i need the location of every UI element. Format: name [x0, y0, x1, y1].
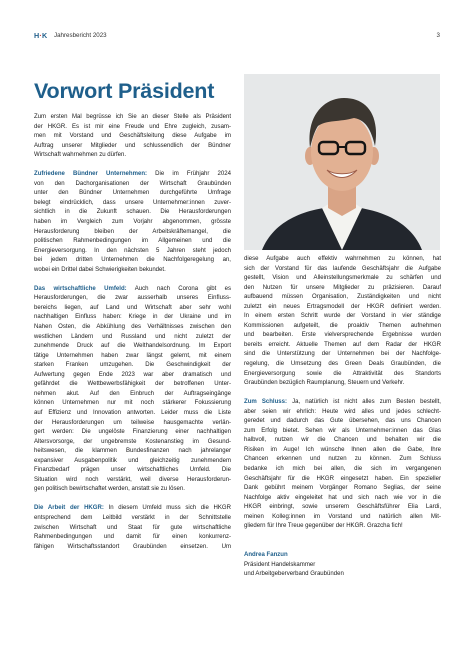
text-line	[244, 398, 441, 408]
text-line	[244, 331, 441, 341]
text-line	[244, 312, 441, 322]
text-line	[244, 274, 441, 284]
text-span: men mit Vorstand und Geschäftsleitung diese Aufgabe im	[34, 133, 231, 140]
text-line	[244, 561, 441, 571]
right-text-column	[244, 255, 441, 580]
text-line	[34, 333, 231, 343]
text-line	[244, 265, 441, 275]
text-span: Nachfolge aktiv eingeleitet hat und sich nach wie vor in die	[244, 494, 441, 501]
text-span: Auftrag unserer Mitglieder und schlussendlich der Bündner	[34, 142, 231, 149]
text-line	[34, 142, 231, 152]
text-span: In diesem Umfeld muss sich die HKGR	[103, 505, 231, 512]
text-line	[244, 341, 441, 351]
text-span: zum Erfolg bietet. Sehen wir als Unternehmer:innen das Glas	[244, 427, 441, 434]
text-span: HKGR einbringt, sowie unserem Geschäftsführer Elia Lardi,	[244, 504, 441, 511]
text-line	[34, 342, 231, 352]
text-line	[34, 285, 231, 295]
text-span: Graubünden bezüglich Raumplanung, Steuern und Verkehr.	[244, 380, 405, 387]
text-line	[244, 360, 441, 370]
paragraph-gap	[34, 275, 231, 285]
text-span: und bearbeiten. Erste vielversprechende Ergebnisse wurden	[244, 332, 441, 339]
text-line	[244, 293, 441, 303]
text-span: Andrea Fanzun	[244, 551, 288, 558]
text-line	[34, 132, 231, 142]
text-line	[244, 494, 441, 504]
text-span: bei jedem dritten Unternehmen die Nachfolgeregelung an,	[34, 257, 231, 264]
text-line	[244, 370, 441, 380]
page-header	[34, 31, 440, 43]
text-span: Kommissionen aufgeteilt, die proaktiv Themen aufnehmen	[244, 322, 441, 329]
text-line	[34, 199, 231, 209]
text-span: Energieversorgung. In den nächsten 5 Jahren steht jedoch	[34, 247, 231, 254]
text-span: aber seien wir ehrlich: Heute wird alles und jedes schlecht-	[244, 408, 441, 415]
text-span: aufbauend müssen Organisation, Zuständigkeiten und nicht	[244, 294, 441, 301]
text-line	[244, 303, 441, 313]
section-heading: Die Arbeit der HKGR:	[34, 505, 104, 512]
text-line	[34, 485, 231, 495]
text-line	[34, 447, 231, 457]
text-line	[34, 543, 231, 553]
text-line	[34, 123, 231, 133]
president-portrait	[244, 74, 440, 250]
text-line	[34, 208, 231, 218]
text-span: Finanzbedarf prägen unser wirtschaftliches Umfeld. Die	[34, 467, 231, 474]
text-span: nehmen akut. Auf den Einbruch der Auftragseingänge	[34, 390, 231, 397]
text-line	[34, 399, 231, 409]
text-line	[34, 180, 231, 190]
text-span: In einem ersten Schritt wurde der Vorstand in vier ständige	[244, 313, 441, 320]
text-line	[34, 409, 231, 419]
text-line	[34, 294, 231, 304]
text-line	[244, 436, 441, 446]
text-span: belegt eindrücklich, dass unsere Unternehmer:innen zuver-	[34, 199, 231, 206]
text-span: Herausforderungen, die zwar ausserhalb unseres Einfluss-	[34, 295, 231, 302]
text-span: gestellt, Vision und Alleinstellungsmerkmale zu schärfen und	[244, 275, 441, 282]
paragraph-gap	[244, 389, 441, 399]
paragraph-gap	[244, 532, 441, 542]
text-line	[244, 417, 441, 427]
text-line	[34, 428, 231, 438]
text-span: unter den Bündner Unternehmen durchgeführte Umfrage	[34, 190, 231, 197]
text-span: gen politisch bewirtschaftet werden, anstatt sie zu lösen.	[34, 486, 185, 493]
text-span: sich der Vorstand für das laufende Geschäftsjahr die Aufgabe	[244, 265, 441, 272]
text-span: können Unternehmen nur mit noch stärkerer Fokussierung	[34, 400, 231, 407]
text-span: auf Effizienz und Innovation antworten. Leider muss die Liste	[34, 409, 231, 416]
text-span: Nahen Osten, die Abkühlung des Verhältnisses zwischen den	[34, 324, 231, 331]
hk-logo: H·K	[34, 31, 48, 40]
text-span: Altersvorsorge, der ungebremste Kostenanstieg im Gesund-	[34, 438, 231, 445]
text-line	[34, 390, 231, 400]
text-line	[34, 304, 231, 314]
text-span: haben im Vergleich zum Vorjahr abgenommen, grösste	[34, 219, 231, 226]
text-span: sind die Unterstützung der Unternehmen bei der Nachfolge-	[244, 351, 441, 358]
text-span: Auch nach Corona gibt es	[126, 285, 231, 292]
text-line	[34, 438, 231, 448]
text-line	[34, 476, 231, 486]
text-line	[244, 513, 441, 523]
section-heading: Zufriedene Bündner Unternehmen:	[34, 171, 148, 178]
text-span: bereichs liegen, auf Land und Wirtschaft aber sehr wohl	[34, 304, 231, 311]
text-span: geredet und dadurch das Gute übersehen, das uns Chancen	[244, 418, 441, 425]
text-span: fähigen Wirtschaftsstandort Graubünden einsetzen. Um	[34, 543, 231, 550]
text-line	[244, 427, 441, 437]
text-span: gefährdet die Wettbewerbsfähigkeit der betroffenen Unter-	[34, 381, 231, 388]
text-span: expansiver Ausgabenpolitik und gleichzeitig zunehmendem	[34, 457, 231, 464]
text-line	[244, 455, 441, 465]
text-line	[34, 266, 231, 276]
text-line	[34, 113, 231, 123]
text-line	[34, 170, 231, 180]
text-line	[244, 570, 441, 580]
text-line	[34, 361, 231, 371]
paragraph-gap	[34, 495, 231, 505]
left-text-column	[34, 113, 231, 552]
text-line	[34, 504, 231, 514]
paragraph-gap	[244, 541, 441, 551]
author-name	[244, 551, 441, 561]
text-span: tätige Unternehmen haben zwar längst gelernt, mit einem	[34, 352, 231, 359]
text-span: zwischen Wirtschaft und Staat für gute wirtschaftliche	[34, 524, 231, 531]
text-line	[34, 514, 231, 524]
text-line	[244, 408, 441, 418]
text-span: der HKGR. Es ist mir eine Freude und Ehre zugleich, zusam-	[34, 123, 231, 130]
section-heading: Zum Schluss:	[244, 399, 288, 406]
text-line	[34, 380, 231, 390]
text-span: Dank gebührt meinem Vorgänger Romano Seglias, der seine	[244, 485, 441, 492]
text-span: heitswesen, die klammen Bundesfinanzen nach jahrelanger	[34, 448, 231, 455]
section-heading: Das wirtschaftliche Umfeld:	[34, 285, 127, 292]
text-span: gert werden: Die ungelöste Finanzierung einer nachhaltigen	[34, 429, 231, 436]
text-span: halbvoll, nutzen wir die Chancen und behalten wir die	[244, 437, 441, 444]
report-label: Jahresbericht 2023	[54, 32, 107, 39]
text-line	[244, 379, 441, 389]
text-line	[34, 524, 231, 534]
page-number: 3	[436, 32, 440, 39]
text-span: gliedern für Ihre Treue gegenüber der HKGR. Grazcha fich!	[244, 523, 403, 530]
text-span: zunehmende Druck auf die Welthandelsordnung. Im Export	[34, 343, 231, 350]
text-line	[34, 151, 231, 161]
text-span: Rahmenbedingungen und damit für einen konkurrenz-	[34, 534, 231, 541]
text-line	[244, 503, 441, 513]
text-line	[244, 484, 441, 494]
text-line	[34, 228, 231, 238]
text-span: meinen Kolleg:innen im Vorstand und natürlich allen Mit-	[244, 513, 441, 520]
text-span: bereits erreicht. Aktuelle Themen auf dem Radar der HKGR	[244, 341, 441, 348]
text-span: Energieversorgung sowie die Attraktivität des Standorts	[244, 370, 441, 377]
text-line	[34, 466, 231, 476]
text-span: Aufwertung gegen Ende 2023 war aber dramatisch und	[34, 371, 231, 378]
text-line	[34, 323, 231, 333]
text-span: bedanke ich mich bei allen, die sich im vergangenen	[244, 466, 441, 473]
text-line	[34, 218, 231, 228]
text-line	[34, 237, 231, 247]
text-line	[34, 419, 231, 429]
text-line	[34, 457, 231, 467]
text-span: Wirtschaft wahrnehmen zu dürfen.	[34, 152, 127, 159]
page-title: Vorwort Präsident	[34, 79, 215, 103]
text-line	[34, 352, 231, 362]
text-span: regelung, die Umsetzung des Green Deals Graubünden, die	[244, 361, 441, 368]
text-span: wobei ein Drittel dabei Schwierigkeiten bekundet.	[34, 266, 166, 273]
text-line	[34, 247, 231, 257]
text-span: Die im Frühjahr 2024	[147, 171, 231, 178]
text-line	[34, 371, 231, 381]
text-span: zuletzt ein neues Ertragsmodell der HKGR definiert werden.	[244, 303, 441, 310]
text-span: Chancen erkennen und nutzen zu können. Zum Schluss	[244, 456, 441, 463]
text-line	[244, 446, 441, 456]
text-line	[244, 522, 441, 532]
text-span: Situation wird noch verstärkt, weil diverse Herausforderun-	[34, 476, 231, 483]
text-span: Risiken im Auge! Ich wünsche Ihnen allen die Gabe, Ihre	[244, 446, 441, 453]
text-span: der Herausforderungen um teilweise hausgemachte verlän-	[34, 419, 231, 426]
text-span: von den Dachorganisationen der Wirtschaft Graubünden	[34, 180, 231, 187]
text-span: Ja, natürlich ist nicht alles zum Besten bestellt,	[287, 399, 441, 406]
text-span: entsprechend dem Leitbild verstärkt in der Schnittstelle	[34, 514, 231, 521]
text-line	[244, 322, 441, 332]
text-span: Präsident Handelskammer	[244, 561, 316, 568]
text-span: Herausforderung bleiben der Arbeitskräftemangel, die	[34, 228, 231, 235]
text-line	[244, 465, 441, 475]
text-span: und Arbeitgeberverband Graubünden	[244, 571, 344, 578]
text-line	[244, 475, 441, 485]
text-line	[34, 533, 231, 543]
text-line	[34, 256, 231, 266]
text-span: westlichen Ländern und Russland und nicht zuletzt der	[34, 333, 231, 340]
text-span: sichtlich in die Zukunft schauen. Die Herausforderungen	[34, 209, 231, 216]
text-span: Zum ersten Mal begrüsse ich Sie an dieser Stelle als Präsident	[34, 114, 231, 120]
paragraph-gap	[34, 161, 231, 171]
text-span: starken Franken umzugehen. Die Geschwindigkeit der	[34, 362, 231, 369]
text-span: diese Aufgabe auch effektiv wahrnehmen zu können, hat	[244, 256, 441, 262]
text-span: den Nutzen für unsere Mitglieder zu präzisieren. Darauf	[244, 284, 441, 291]
text-span: nachhaltigen Einfluss haben: Kriege in der Ukraine und im	[34, 314, 231, 321]
text-line	[244, 350, 441, 360]
text-span: Geschäftsjahr für die HKGR eingesetzt haben. Ein spezieller	[244, 475, 441, 482]
text-line	[34, 313, 231, 323]
text-span: politischen Rahmenbedingungen im Allgemeinen und die	[34, 238, 231, 245]
text-line	[34, 189, 231, 199]
text-line	[244, 255, 441, 265]
text-line	[244, 284, 441, 294]
